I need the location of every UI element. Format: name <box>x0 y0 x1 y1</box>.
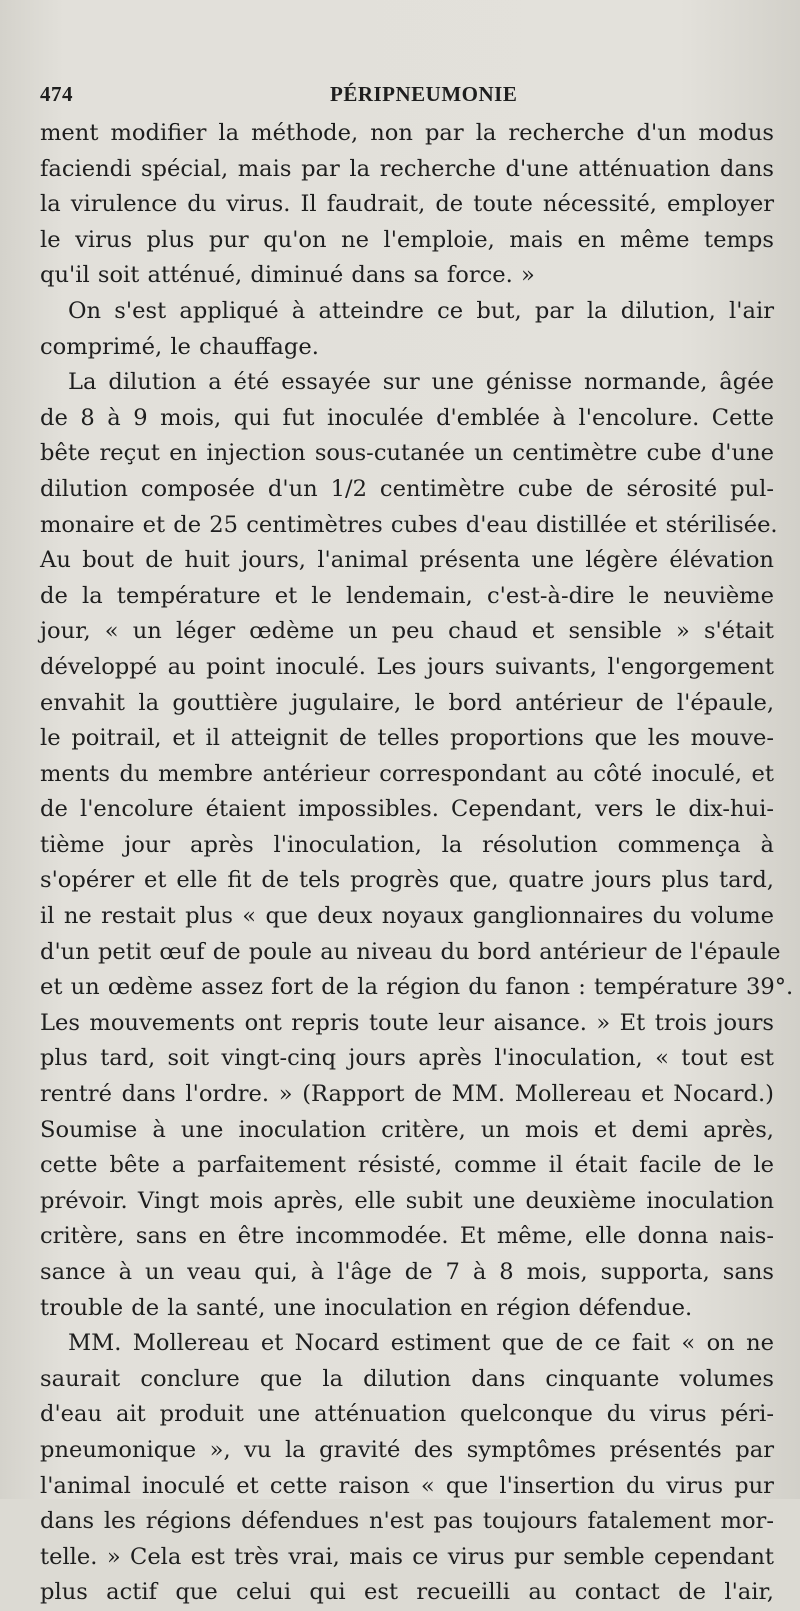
text-line: de l'encolure étaient impossibles. Cependant, vers le dix-hui- <box>40 796 774 823</box>
text-line: jour, « un léger œdème un peu chaud et sensible » s'était <box>40 618 774 645</box>
text-line: La dilution a été essayée sur une génisse normande, âgée <box>68 369 774 396</box>
text-line: l'animal inoculé et cette raison « que l'insertion du virus pur <box>40 1472 774 1499</box>
text-line: Au bout de huit jours, l'animal présenta une légère élévation <box>40 547 774 574</box>
text-line: ment modifier la méthode, non par la recherche d'un modus <box>40 120 774 146</box>
text-line: dans les régions défendues n'est pas toujours fatalement mor- <box>40 1508 774 1535</box>
text-line: Soumise à une inoculation critère, un mois et demi après, <box>40 1116 774 1143</box>
text-line: d'eau ait produit une atténuation quelconque du virus péri- <box>40 1401 774 1428</box>
body-text <box>40 116 794 1611</box>
text-line: comprimé, le chauffage. <box>40 333 319 360</box>
text-line: critère, sans en être incommodée. Et même, elle donna nais- <box>40 1223 774 1250</box>
text-line: il ne restait plus « que deux noyaux ganglionnaires du volume <box>40 903 774 930</box>
text-line: On s'est appliqué à atteindre ce but, par la dilution, l'air <box>68 297 774 324</box>
text-line: d'un petit œuf de poule au niveau du bord antérieur de l'épaule <box>40 938 781 965</box>
text-line: plus tard, soit vingt-cinq jours après l'inoculation, « tout est <box>40 1045 774 1072</box>
text-line: faciendi spécial, mais par la recherche d'une atténuation dans <box>40 155 774 182</box>
text-line: prévoir. Vingt mois après, elle subit une deuxième inoculation <box>40 1187 774 1214</box>
text-line: dilution composée d'un 1/2 centimètre cube de sérosité pul- <box>40 475 774 502</box>
running-head <box>40 76 774 116</box>
text-line: monaire et de 25 centimètres cubes d'eau distillée et stérilisée. <box>40 511 778 538</box>
text-line: bête reçut en injection sous-cutanée un centimètre cube d'une <box>40 440 774 467</box>
page-number: 474 <box>40 82 73 106</box>
running-title: PÉRIPNEUMONIE <box>330 82 518 106</box>
text-line: telle. » Cela est très vrai, mais ce virus pur semble cependant <box>40 1543 774 1570</box>
text-line: le poitrail, et il atteignit de telles proportions que les mouve- <box>40 725 774 752</box>
text-line: Les mouvements ont repris toute leur aisance. » Et trois jours <box>40 1009 774 1036</box>
text-line: trouble de la santé, une inoculation en région défendue. <box>40 1294 693 1321</box>
text-line: le virus plus pur qu'on ne l'emploie, mais en même temps <box>40 226 774 253</box>
text-line: rentré dans l'ordre. » (Rapport de MM. Mollereau et Nocard.) <box>40 1081 774 1108</box>
text-line: cette bête a parfaitement résisté, comme il était facile de le <box>40 1152 774 1179</box>
text-line: MM. Mollereau et Nocard estiment que de ce fait « on ne <box>68 1330 774 1357</box>
text-line: qu'il soit atténué, diminué dans sa force. » <box>40 262 535 289</box>
text-line: envahit la gouttière jugulaire, le bord antérieur de l'épaule, <box>40 689 774 716</box>
text-line: et un œdème assez fort de la région du fanon : température 39°. <box>40 974 794 1001</box>
text-line: de 8 à 9 mois, qui fut inoculée d'emblée à l'encolure. Cette <box>40 404 774 431</box>
text-line: saurait conclure que la dilution dans cinquante volumes <box>40 1365 774 1392</box>
text-line: ments du membre antérieur correspondant au côté inoculé, et <box>40 760 774 787</box>
text-line: plus actif que celui qui est recueilli au contact de l'air, <box>40 1579 774 1606</box>
text-line: s'opérer et elle fit de tels progrès que, quatre jours plus tard, <box>40 867 774 894</box>
text-line: la virulence du virus. Il faudrait, de toute nécessité, employer <box>40 191 774 218</box>
text-line: de la température et le lendemain, c'est-à-dire le neuvième <box>40 582 774 609</box>
text-line: pneumonique », vu la gravité des symptômes présentés par <box>40 1436 774 1463</box>
text-line: tième jour après l'inoculation, la résolution commença à <box>40 831 774 858</box>
text-line: sance à un veau qui, à l'âge de 7 à 8 mois, supporta, sans <box>40 1259 774 1285</box>
text-line: développé au point inoculé. Les jours suivants, l'engorgement <box>40 653 774 680</box>
